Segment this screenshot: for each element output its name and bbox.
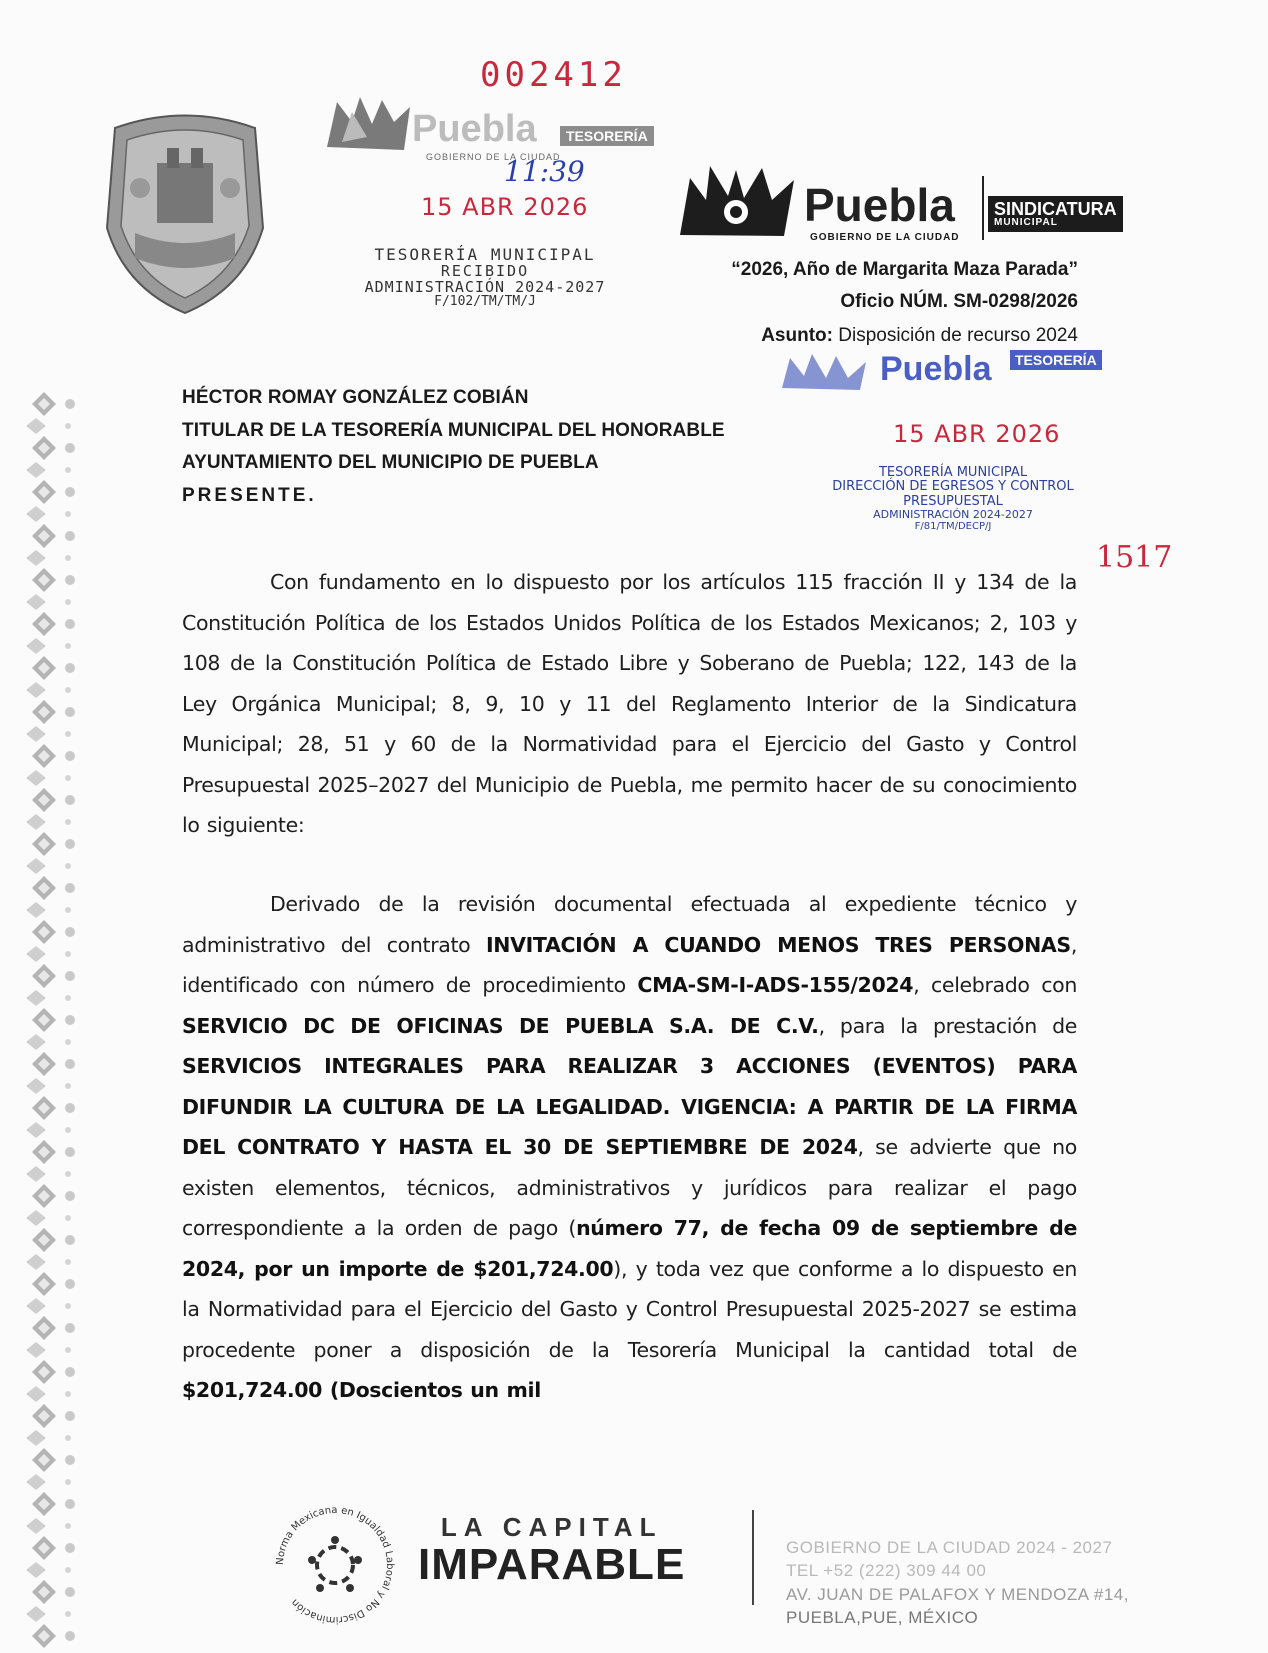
slogan-logo: LA CAPITAL IMPARABLE — [418, 1512, 686, 1589]
puebla-logo-text-faded: Puebla — [412, 108, 537, 150]
logo-divider — [982, 176, 984, 240]
handwritten-time: 11:39 — [504, 155, 585, 188]
tesoreria-tag-blue: TESORERÍA — [1010, 350, 1102, 370]
puebla-emblem-icon — [322, 92, 417, 154]
tesoreria-tag: TESORERÍA — [560, 126, 654, 146]
puebla-emblem-icon — [780, 350, 870, 392]
gobierno-label: GOBIERNO DE LA CIUDAD — [810, 232, 960, 243]
footer-divider — [752, 1510, 754, 1605]
coat-of-arms-seal — [95, 108, 275, 318]
paragraph-1: Con fundamento en lo dispuesto por los artículos 115 fracción II y 134 de la Constitución Política de los Estados Unidos Política de los Estados Mexicanos; 2, 103 y 108 de la Constitución Política de Estado Libre y Soberano de Puebla; 122, 143 de la Ley Orgánica Municipal; 8, 9, 10 y 11 del Reglamento Interior de la Sindicatura Municipal; 28, 51 y 60 de la Normatividad para el Ejercicio del Gasto y Control Presupuestal 2025–2027 del Municipio de Puebla, me permito hacer de su conocimiento lo siguiente: — [182, 570, 1077, 837]
equality-seal-icon — [270, 1500, 400, 1630]
puebla-logo-text-blue: Puebla — [880, 350, 992, 388]
egresos-stamp: TESORERÍA MUNICIPAL DIRECCIÓN DE EGRESOS Y CONTROL PRESUPUESTAL ADMINISTRACIÓN 2024-2027 F/81/TM/DECP/J — [832, 465, 1074, 532]
asunto-line: Asunto: Disposición de recurso 2024 — [761, 325, 1078, 346]
recipient-title-1: TITULAR DE LA TESORERÍA MUNICIPAL DEL HONORABLE — [182, 419, 725, 441]
svg-text:Norma Mexicana en Igualdad Lab: Norma Mexicana en Igualdad Laboral y No Discriminación — [274, 1504, 396, 1626]
received-date-stamp: 15 ABR 2026 — [421, 193, 589, 221]
paragraph-2: Derivado de la revisión documental efectuada al expediente técnico y administrativo del contrato INVITACIÓN A CUANDO MENOS TRES PERSONAS, identificado con número de procedimiento CMA-SM-I-ADS-155/2024, celebrado con SERVICIO DC DE OFICINAS DE PUEBLA S.A. DE C.V., para la prestación de SERVICIOS INTEGRALES PARA REALIZAR 3 ACCIONES (EVENTOS) PARA DIFUNDIR LA CULTURA DE LA LEGALIDAD. VIGENCIA: A PARTIR DE LA FIRMA DEL CONTRATO Y HASTA EL 30 DE SEPTIEMBRE DE 2024, se advierte que no existen elementos, técnicos, administrativos y jurídicos para realizar el pago correspondiente a la orden de pago (número 77, de fecha 09 de septiembre de 2024, por un importe de $201,724.00), y toda vez que conforme a lo dispuesto en la Normatividad para el Ejercicio del Gasto y Control Presupuestal 2025-2027 se estima procedente poner a disposición de la Tesorería Municipal la cantidad total de $201,724.00 (Doscientos un mil — [182, 892, 1077, 1402]
puebla-emblem-icon — [676, 160, 801, 240]
egresos-date-stamp: 15 ABR 2026 — [893, 420, 1061, 448]
recipient-block — [182, 382, 725, 513]
puebla-logo-text: Puebla — [804, 179, 955, 231]
handwritten-folio: 1517 — [1096, 540, 1173, 575]
tesoreria-received-stamp: TESORERÍA MUNICIPAL RECIBIDO ADMINISTRACIÓN 2024-2027 F/102/TM/TM/J — [364, 245, 606, 310]
serial-number-stamp: 002412 — [480, 55, 627, 95]
recipient-title-2: AYUNTAMIENTO DEL MUNICIPIO DE PUEBLA — [182, 452, 599, 474]
recipient-name: HÉCTOR ROMAY GONZÁLEZ COBIÁN — [182, 387, 529, 408]
footer-contact: GOBIERNO DE LA CIUDAD 2024 - 2027 TEL +52 (222) 309 44 00 AV. JUAN DE PALAFOX Y MENDOZA #14, PUEBLA,PUE, MÉXICO — [786, 1538, 1129, 1628]
oficio-number: Oficio NÚM. SM-0298/2026 — [840, 291, 1078, 312]
greeting: PRESENTE. — [182, 485, 317, 507]
sindicatura-tag: SINDICATURA MUNICIPAL — [988, 196, 1123, 232]
decorative-border — [22, 390, 82, 1650]
year-motto: “2026, Año de Margarita Maza Parada” — [731, 259, 1078, 280]
gobierno-label-faded: GOBIERNO DE LA CIUDAD — [426, 152, 561, 162]
